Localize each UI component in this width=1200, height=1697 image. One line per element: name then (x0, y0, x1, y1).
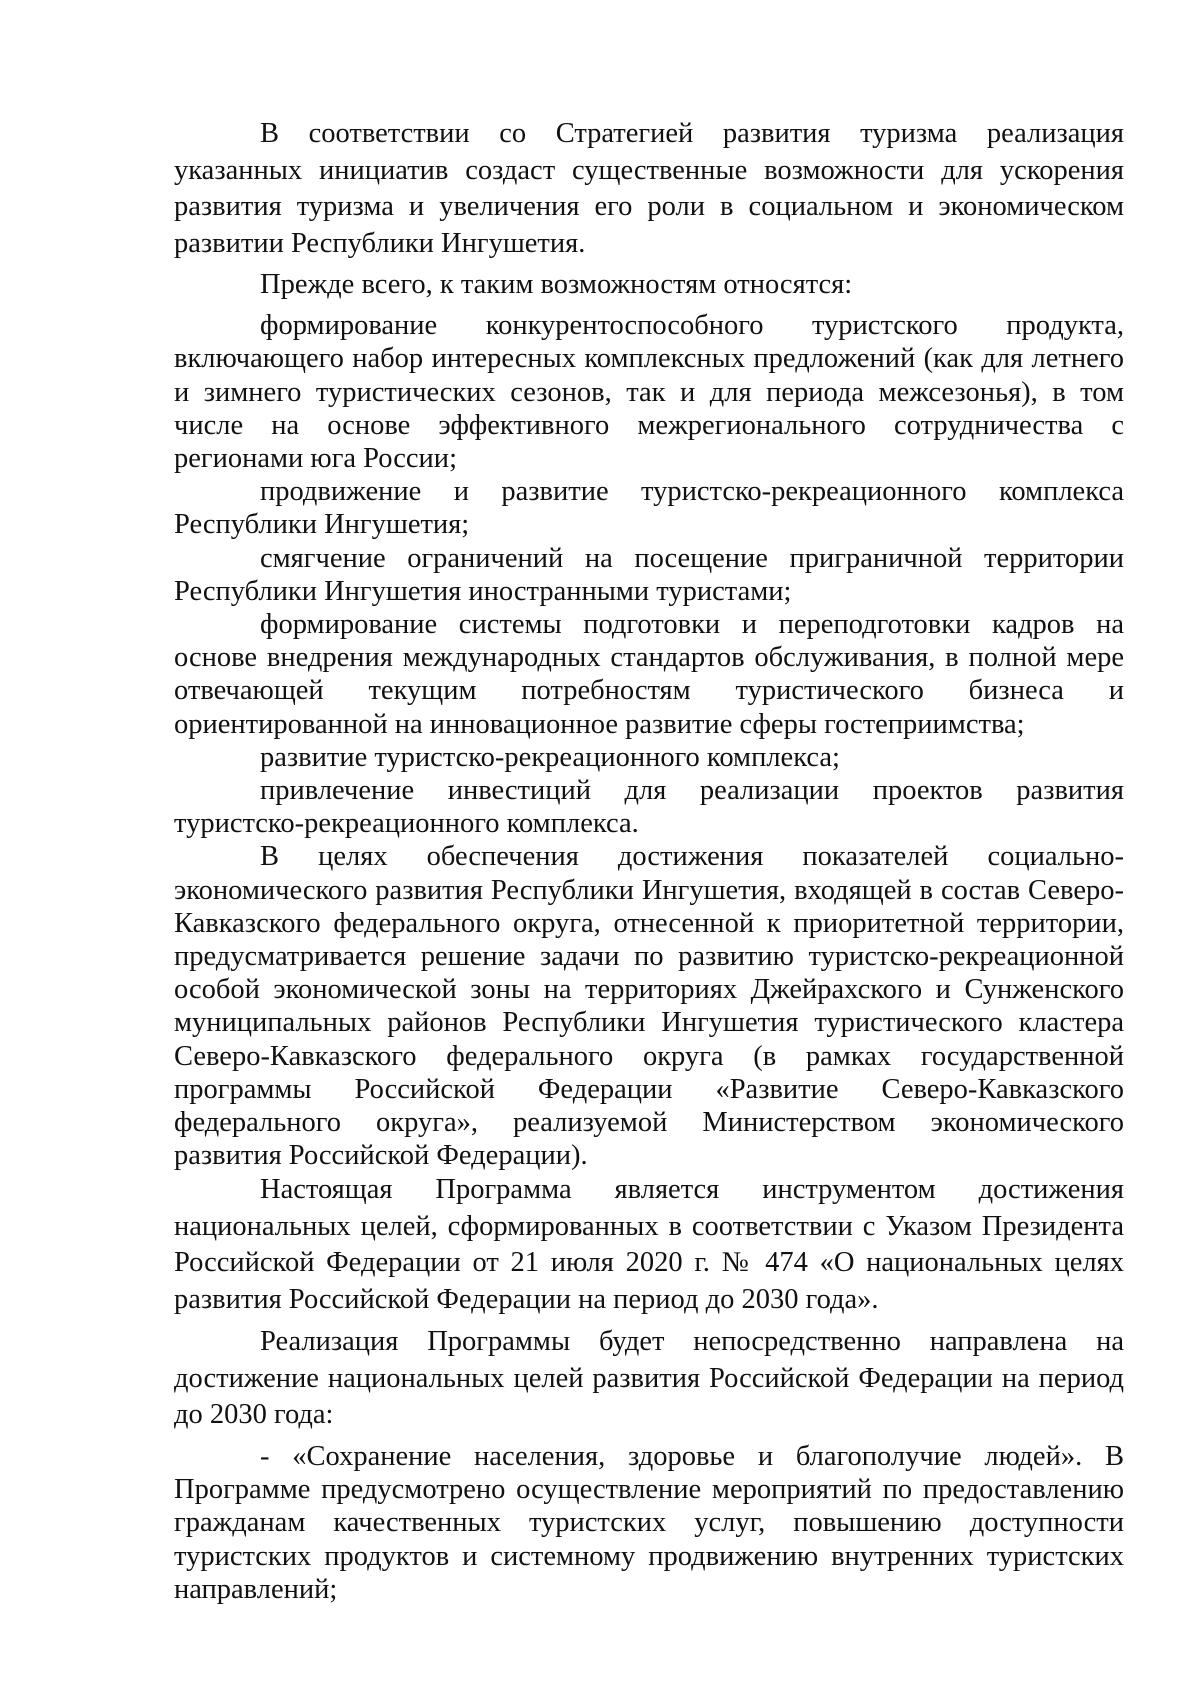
paragraph-national-goals: Настоящая Программа является инструментом достижения национальных целей, сформированных в соответствии с Указом Президента Российской Федерации от 21 июля 2020 г. № 474 «О национальных целях развития Российской Федерации на период до 2030 года». (174, 1174, 1124, 1315)
paragraph-tourist-product: формирование конкурентоспособного туристского продукта, включающего набор интересных комплексных предложений (как для летнего и зимнего туристических сезонов, так и для периода межсезонья), в том числе на основе эффективного межрегионального сотрудничества с регионами юга России; (174, 310, 1124, 475)
paragraph-border-restrictions: смягчение ограничений на посещение приграничной территории Республики Ингушетия иностранными туристами; (174, 542, 1124, 607)
document-page (174, 116, 1124, 1606)
paragraph-investment: привлечение инвестиций для реализации проектов развития туристско-рекреационного комплекса. (174, 775, 1124, 840)
paragraph-program-implementation: Реализация Программы будет непосредственно направлена на достижение национальных целей развития Российской Федерации на период до 2030 года: (174, 1326, 1124, 1431)
paragraph-strategy-intro: В соответствии со Стратегией развития туризма реализация указанных инициатив создаст существенные возможности для ускорения развития туризма и увеличения его роли в социальном и экономическом развитии Республики Ингушетия. (174, 118, 1124, 259)
paragraph-opportunities-lead: Прежде всего, к таким возможностям относятся: (260, 269, 853, 300)
paragraph-staff-training: формирование системы подготовки и переподготовки кадров на основе внедрения международных стандартов обслуживания, в полной мере отвечающей текущим потребностям туристического бизнеса и ориентированной на инновационное развитие сферы гостеприимства; (174, 609, 1124, 740)
paragraph-complex-development: развитие туристско-рекреационного комплекса; (260, 741, 840, 773)
paragraph-population-wellbeing: - «Сохранение населения, здоровье и благополучие людей». В Программе предусмотрено осуществление мероприятий по предоставлению гражданам качественных туристских услуг, повышению доступности туристских продуктов и системному продвижению внутренних туристских направлений; (174, 1440, 1124, 1605)
paragraph-special-economic-zone: В целях обеспечения достижения показателей социально-экономического развития Республики Ингушетия, входящей в состав Северо-Кавказского федерального округа, отнесенной к приоритетной территории, предусматривается решение задачи по развитию туристско-рекреационной особой экономической зоны на территориях Джейрахского и Сунженского муниципальных районов Республики Ингушетия туристического кластера Северо-Кавказского федерального округа (в рамках государственной программы Российской Федерации «Развитие Северо-Кавказского федерального округа», реализуемой Министерством экономического развития Российской Федерации). (174, 841, 1124, 1172)
paragraph-promotion: продвижение и развитие туристско-рекреационного комплекса Республики Ингушетия; (174, 476, 1124, 541)
